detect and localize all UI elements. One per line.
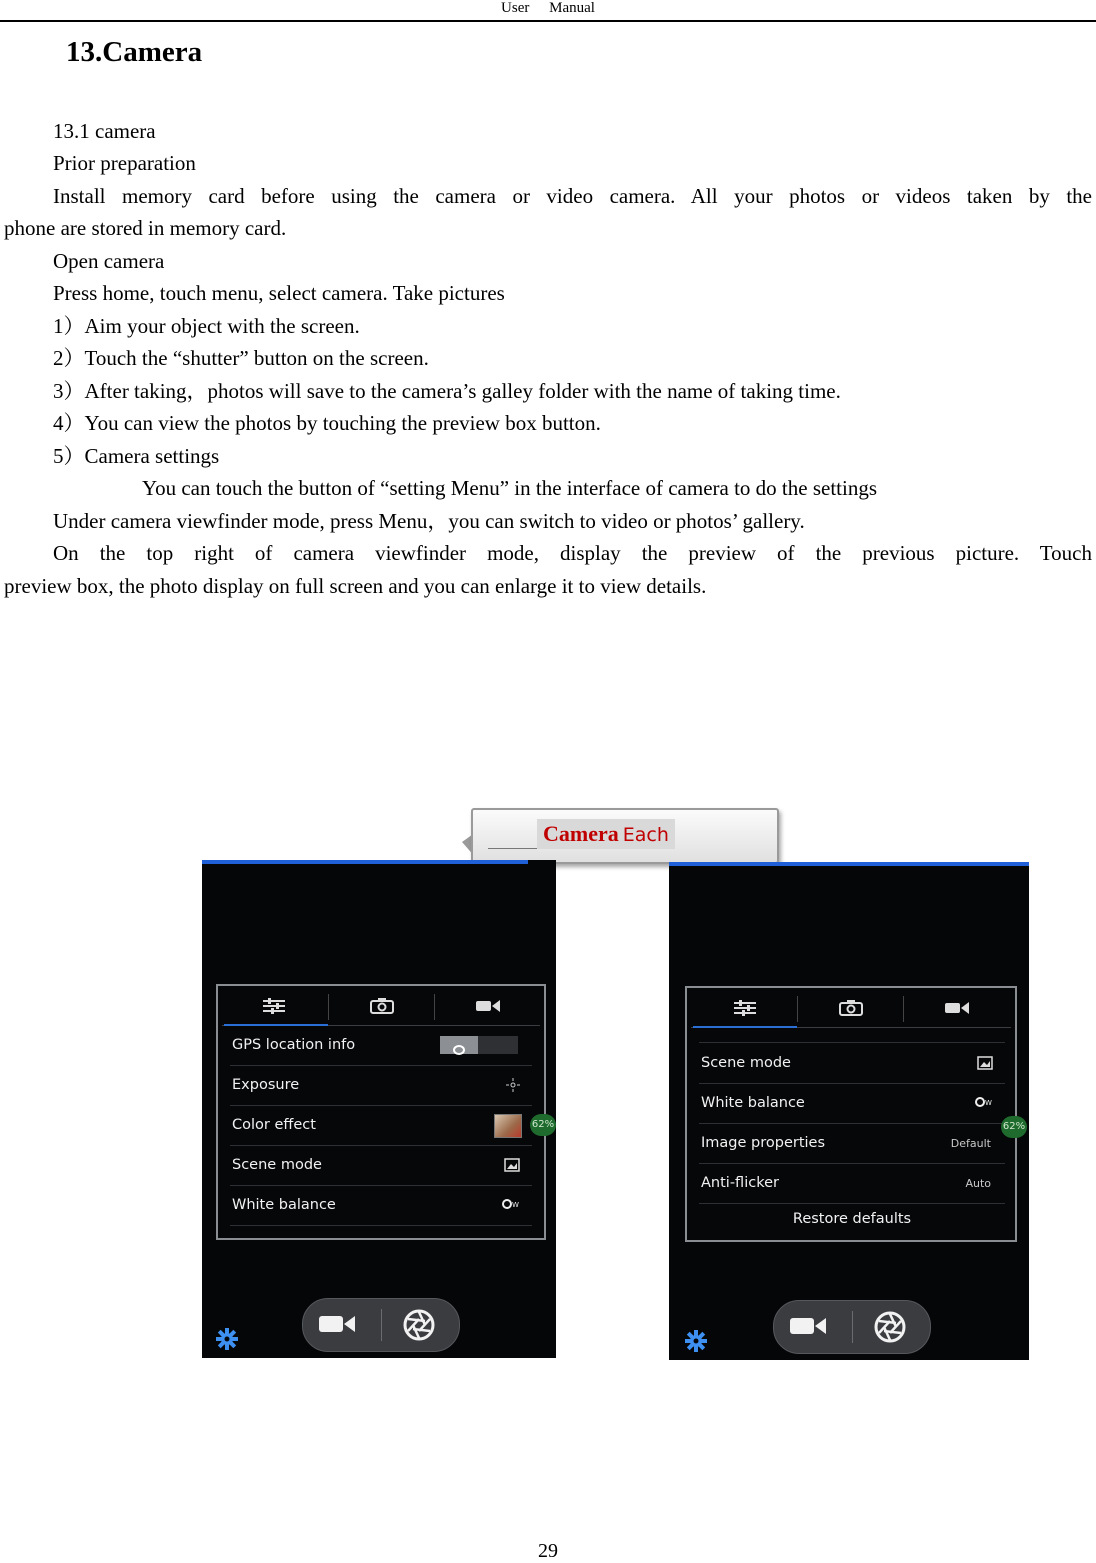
tab-settings[interactable]: [693, 988, 797, 1028]
mode-switch-pill: [773, 1300, 931, 1354]
settings-gear-button[interactable]: [216, 1328, 238, 1354]
tab-separator: [797, 996, 798, 1022]
setting-row-anti-flicker[interactable]: [699, 1164, 1005, 1204]
setting-label: White balance: [232, 1197, 336, 1213]
sub-heading: 13.1 camera: [53, 119, 156, 143]
setting-value: Default: [950, 1137, 991, 1150]
running-header: [0, 0, 1096, 22]
install-line-2: phone are stored in memory card.: [4, 216, 287, 240]
open-camera: Open camera: [53, 249, 165, 273]
setting-label: Image properties: [701, 1135, 826, 1151]
camera-icon: [839, 1000, 863, 1016]
setting-row-gps[interactable]: [230, 1026, 532, 1066]
tab-separator: [434, 994, 435, 1020]
shutter-icon: [874, 1311, 906, 1343]
landscape-icon: [977, 1056, 993, 1070]
exposure-icon: [506, 1078, 520, 1092]
video-icon: [945, 1001, 969, 1015]
tab-camera[interactable]: [799, 988, 903, 1028]
header-right: Manual: [549, 0, 595, 16]
pill-divider: [852, 1311, 853, 1343]
status-accent-bar: [669, 862, 1029, 866]
setting-label: GPS location info: [232, 1037, 356, 1053]
setting-row-scene-mode[interactable]: [230, 1146, 532, 1186]
step-2: 2）Touch the “shutter” button on the screen.: [53, 346, 429, 370]
setting-row-color-effect[interactable]: [230, 1106, 532, 1146]
step-1: 1）Aim your object with the screen.: [53, 314, 360, 338]
settings-tabs: [687, 988, 1015, 1028]
shutter-button[interactable]: [403, 1309, 435, 1345]
restore-defaults-button[interactable]: Restore defaults: [792, 1211, 912, 1227]
shutter-icon: [403, 1309, 435, 1341]
step-3: 3）After taking，photos will save to the camera’s galley folder with the name of taking time.: [53, 379, 841, 403]
section-title: 13.Camera: [66, 36, 203, 68]
setting-label: Anti-flicker: [701, 1175, 779, 1191]
prior-preparation: Prior preparation: [53, 151, 196, 175]
settings-gear-button[interactable]: [685, 1330, 707, 1356]
gps-toggle[interactable]: [440, 1036, 518, 1054]
tab-separator: [328, 994, 329, 1020]
auto-white-balance-icon: [975, 1096, 993, 1108]
status-accent-bar: [202, 860, 528, 864]
battery-percent-badge: 62%: [1001, 1116, 1027, 1138]
tab-camera[interactable]: [330, 986, 434, 1026]
step-5-detail: You can touch the button of “setting Menu” in the interface of camera to do the settings: [142, 476, 877, 500]
tab-video[interactable]: [436, 986, 540, 1026]
video-mode-button[interactable]: [319, 1313, 355, 1339]
video-icon: [476, 999, 500, 1013]
camera-screen-right: [669, 862, 1029, 1360]
toggle-off-icon: [440, 1041, 478, 1059]
shutter-button[interactable]: [874, 1311, 906, 1347]
header-left: User: [501, 0, 530, 16]
setting-value: Auto: [965, 1177, 991, 1190]
setting-row-image-properties[interactable]: [699, 1124, 1005, 1164]
sliders-icon: [734, 1000, 756, 1016]
setting-row-white-balance[interactable]: [230, 1186, 532, 1226]
callout-line: [488, 848, 538, 849]
install-line-1: Install memory card before using the camera or video camera. All your photos or videos taken by the: [53, 184, 1092, 208]
step-4: 4）You can view the photos by touching the preview box button.: [53, 411, 601, 435]
under-camera: Under camera viewfinder mode, press Menu，you can switch to video or photos’ gallery.: [53, 509, 805, 533]
setting-row-exposure[interactable]: [230, 1066, 532, 1106]
color-effect-thumbnail: [494, 1114, 522, 1138]
step-5: 5）Camera settings: [53, 444, 220, 468]
auto-white-balance-icon: [502, 1198, 520, 1210]
mode-switch-pill: [302, 1298, 460, 1352]
toggle-knob: [440, 1036, 478, 1054]
pill-divider: [381, 1309, 382, 1341]
setting-label: Color effect: [232, 1117, 316, 1133]
tab-video[interactable]: [905, 988, 1009, 1028]
press-home: Press home, touch menu, select camera. Take pictures: [53, 281, 505, 305]
video-icon: [790, 1315, 826, 1337]
callout-rest: Each: [622, 824, 669, 846]
svg-text:W: W: [512, 1201, 519, 1209]
svg-text:W: W: [985, 1099, 992, 1107]
tab-settings[interactable]: [224, 986, 324, 1026]
top-right-line-1: On the top right of camera viewfinder mode, display the preview of the previous picture. Touch: [53, 541, 1092, 565]
gear-icon: [216, 1328, 238, 1350]
video-mode-button[interactable]: [790, 1315, 826, 1341]
setting-label: Scene mode: [701, 1055, 791, 1071]
setting-row-scene-mode[interactable]: [699, 1044, 1005, 1084]
settings-tabs: [218, 986, 544, 1026]
setting-row-white-balance[interactable]: [699, 1084, 1005, 1124]
camera-screen-left: [202, 860, 556, 1358]
landscape-icon: [504, 1158, 520, 1172]
settings-panel: [685, 986, 1017, 1242]
video-icon: [319, 1313, 355, 1335]
tab-separator: [903, 996, 904, 1022]
setting-label: Exposure: [232, 1077, 300, 1093]
gear-icon: [685, 1330, 707, 1352]
battery-percent-badge: 62%: [530, 1114, 556, 1136]
camera-icon: [370, 998, 394, 1014]
callout-label: [537, 819, 675, 849]
scrolled-partial-row: [699, 1028, 1005, 1043]
settings-panel: [216, 984, 546, 1240]
sliders-icon: [263, 998, 285, 1014]
callout-bold: Camera: [543, 821, 619, 846]
page-number: 29: [538, 1540, 558, 1562]
setting-label: Scene mode: [232, 1157, 322, 1173]
top-right-line-2: preview box, the photo display on full screen and you can enlarge it to view details.: [4, 574, 707, 598]
setting-label: White balance: [701, 1095, 805, 1111]
